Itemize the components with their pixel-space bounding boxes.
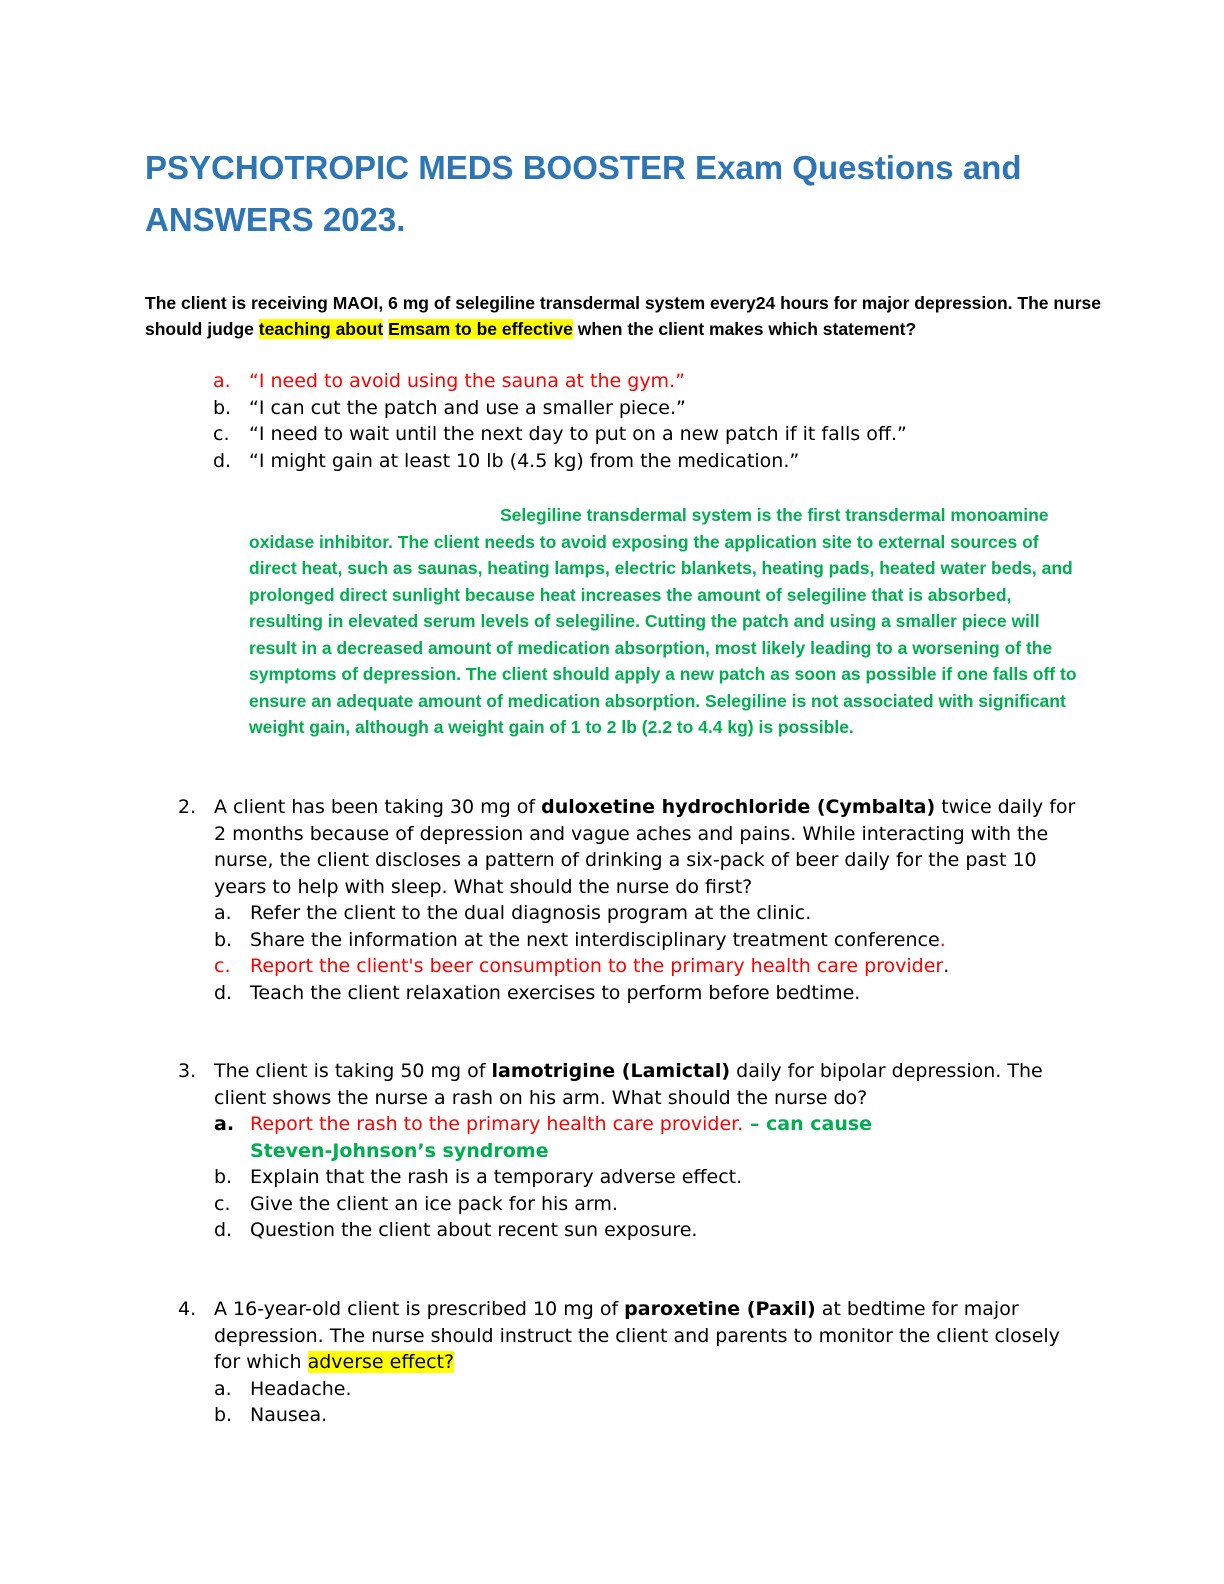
option-text: Report the client's beer consumption to the primary health care provider: [250, 955, 944, 977]
highlight-adverse-effect: adverse effect?: [307, 1351, 455, 1373]
option-letter: c.: [213, 423, 230, 445]
question-4-stem: [214, 1296, 1078, 1376]
option-tail: .: [943, 955, 950, 977]
option-letter: d.: [214, 981, 233, 1004]
option-letter: b.: [214, 1404, 233, 1426]
question-3-stem: [214, 1058, 1078, 1111]
option-text: “I need to avoid using the sauna at the gym.”: [249, 370, 685, 392]
option-a: [214, 900, 1078, 927]
question-1-rationale: Selegiline transdermal system is the first transdermal monoamine oxidase inhibitor. The client needs to avoid exposing the application site to external sources of direct heat, such as saunas, heating lamps, electric blankets, heating pads, heated water beds, and prolonged direct sunlight because heat increases the amount of selegiline that is absorbed, resulting in elevated serum levels of selegiline. Cutting the patch and using a smaller piece will result in a decreased amount of medication absorption, most likely leading to a worsening of the symptoms of depression. The client should apply a new patch as soon as possible if one falls off to ensure an adequate amount of medication absorption. Selegiline is not associated with significant weight gain, although a weight gain of 1 to 2 lb (2.2 to 4.4 kg) is possible.: [249, 505, 1077, 737]
option-letter: b.: [214, 928, 233, 951]
option-b: [214, 927, 1078, 954]
question-1-options: [213, 368, 907, 474]
option-note: – can cause: [743, 1113, 873, 1135]
stem-text: The client is taking 50 mg of: [214, 1060, 492, 1082]
question-1-stem: [145, 290, 1105, 342]
stem-text: A client has been taking 30 mg of: [214, 796, 542, 818]
option-letter: a.: [213, 370, 231, 392]
option-text: Report the rash to the primary health care provider.: [250, 1113, 744, 1135]
option-c: [214, 1191, 1078, 1218]
option-c-correct: [214, 953, 1078, 980]
option-letter: a.: [214, 1377, 232, 1400]
highlight-teaching: teaching about: [258, 319, 384, 339]
option-note-cont: Steven-Johnson’s syndrome: [250, 1139, 549, 1162]
stem-text-mid: at bedtime for major depression. The nurse should instruct the client and parents to monitor the client closely for which: [214, 1298, 1060, 1373]
option-text: Nausea.: [250, 1404, 328, 1426]
option-a: [214, 1376, 1078, 1403]
option-text: Teach the client relaxation exercises to perform before bedtime.: [250, 981, 861, 1004]
stem-text: The client is receiving MAOI, 6 mg of selegiline transdermal system every24 hours for major depression. The nurse should judge: [145, 293, 1102, 339]
option-c: [213, 421, 907, 448]
option-text: Give the client an ice pack for his arm.: [250, 1192, 618, 1215]
question-3: [178, 1058, 1078, 1244]
drug-name: duloxetine hydrochloride (Cymbalta): [541, 796, 936, 818]
page-title: PSYCHOTROPIC MEDS BOOSTER Exam Questions and ANSWERS 2023.: [145, 149, 1022, 238]
option-b: [214, 1164, 1078, 1191]
question-number: 2.: [178, 796, 197, 818]
option-text: Explain that the rash is a temporary adverse effect.: [250, 1166, 743, 1188]
option-tail: .: [939, 928, 946, 951]
question-number: 3.: [178, 1060, 197, 1082]
option-text: Refer the client to the dual diagnosis program at the clinic.: [250, 902, 812, 924]
option-text: “I need to wait until the next day to put on a new patch if it falls off.”: [249, 423, 907, 445]
question-number: 4.: [178, 1298, 197, 1320]
option-letter: c.: [214, 955, 231, 977]
highlight-emsam: Emsam to be effective: [388, 319, 573, 339]
option-text: “I might gain at least 10 lb (4.5 kg) from the medication.”: [249, 449, 800, 472]
question-2-options: [214, 900, 1078, 1006]
option-text: Headache.: [250, 1377, 352, 1400]
option-letter: c.: [214, 1192, 231, 1215]
option-letter: a.: [214, 1113, 235, 1135]
option-b: [214, 1402, 1078, 1429]
stem-text-end: twice daily for 2 months because of depression and vague aches and pains. While interacting with the nurse, the client discloses a pattern of drinking a six-pack of beer daily for the past 10 years to help with sleep. What should the nurse do first?: [214, 796, 1076, 898]
option-d: [214, 1217, 1078, 1244]
drug-name: lamotrigine (Lamictal): [491, 1060, 731, 1082]
question-2: [178, 794, 1078, 1006]
option-letter: d.: [213, 449, 232, 472]
option-text: Share the information at the next interdisciplinary treatment conference: [250, 928, 940, 951]
option-letter: d.: [214, 1219, 233, 1241]
option-letter: b.: [214, 1166, 233, 1188]
drug-name: paroxetine (Paxil): [624, 1298, 816, 1320]
option-letter: b.: [213, 396, 232, 419]
option-d: [213, 448, 907, 475]
option-text: “I can cut the patch and use a smaller piece.”: [249, 396, 686, 419]
stem-text-end: when the client makes which statement?: [572, 319, 917, 339]
question-4: [178, 1296, 1078, 1429]
question-4-options: [214, 1376, 1078, 1429]
option-text: Question the client about recent sun exposure.: [250, 1219, 698, 1241]
question-2-stem: [214, 794, 1078, 900]
stem-text-end: daily for bipolar depression. The client shows the nurse a rash on his arm. What should the nurse do?: [214, 1060, 1043, 1109]
option-b: [213, 395, 907, 422]
option-d: [214, 980, 1078, 1007]
option-a-correct: [214, 1111, 1078, 1164]
option-letter: a.: [214, 902, 232, 924]
option-a-correct: [213, 368, 907, 395]
stem-text: A 16-year-old client is prescribed 10 mg of: [214, 1298, 625, 1320]
question-3-options: [214, 1111, 1078, 1244]
